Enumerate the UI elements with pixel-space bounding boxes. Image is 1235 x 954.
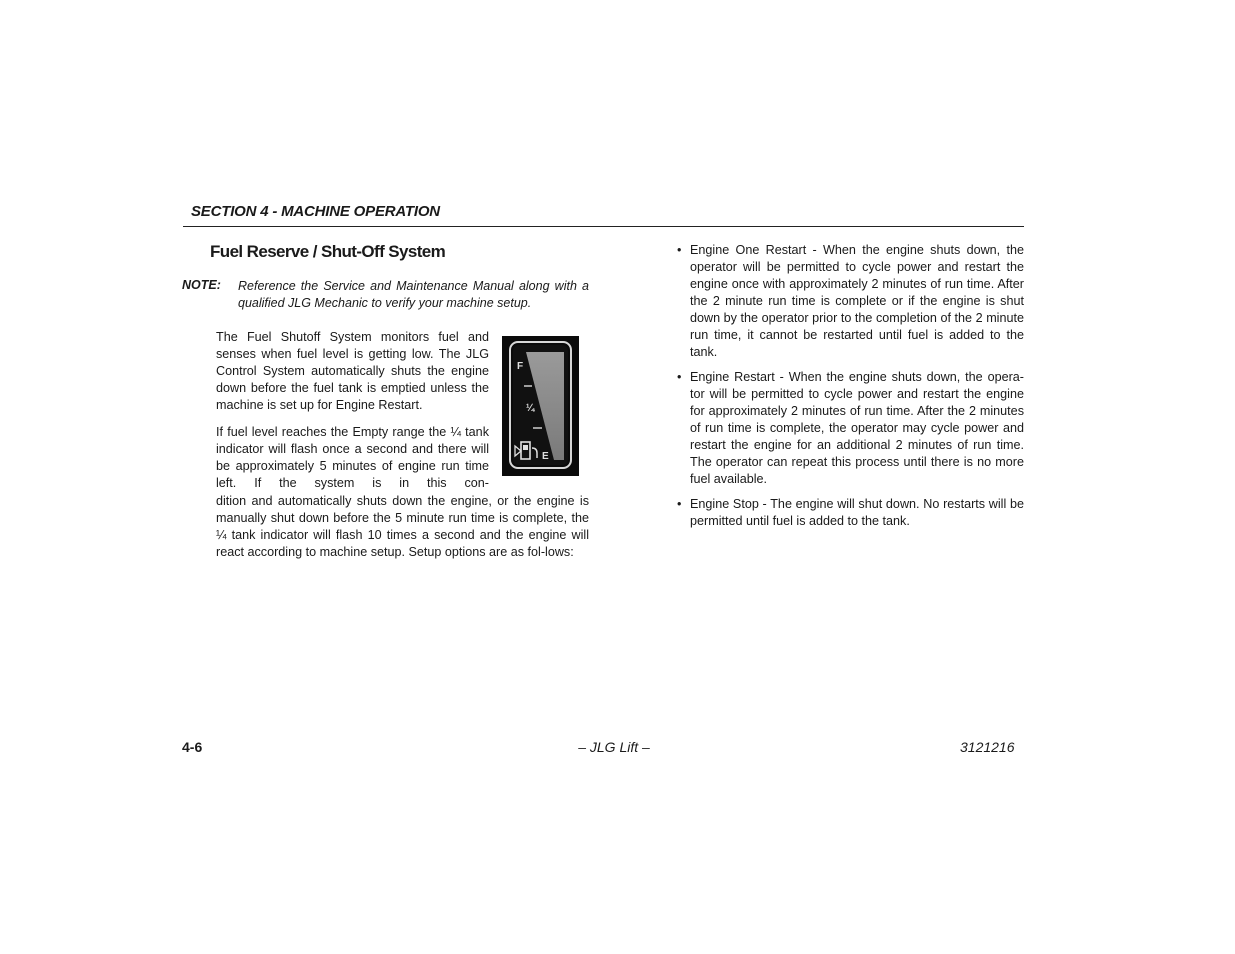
- note-label: NOTE:: [182, 278, 221, 292]
- list-item-text: Engine One Restart - When the engine shuts down, the operator will be permitted to cycle power and restart the engine once with approximately 2 minutes of run time. After the 2 minute run time is complete or if the engine is shut down by the operator prior to the completion of the 2 minute run time, it cannot be restarted until fuel is added to the tank.: [690, 243, 1024, 359]
- list-item: [677, 496, 1024, 530]
- gauge-quarter-label: ¼: [526, 403, 535, 414]
- footer-center-title: – JLG Lift –: [578, 739, 650, 755]
- list-item: [677, 369, 1024, 488]
- fuel-gauge-image: [502, 336, 579, 476]
- fuel-gauge-icon: [502, 336, 579, 476]
- footer-document-number: 3121216: [960, 739, 1015, 755]
- list-item-text: Engine Stop - The engine will shut down. No restarts will be permitted until fuel is added to the tank.: [690, 497, 1024, 528]
- bullet-symbol: •: [677, 497, 682, 511]
- setup-options-list: [677, 242, 1024, 538]
- paragraph-fuel-shutoff-intro: The Fuel Shutoff System monitors fuel and senses when fuel level is getting low. The JLG Control System automatically shuts the engine down before the fuel tank is emptied unless the machine is set up for Engine Restart.: [216, 330, 489, 412]
- gauge-empty-label: E: [542, 451, 549, 462]
- bullet-symbol: •: [677, 243, 682, 257]
- page-title: Fuel Reserve / Shut-Off System: [210, 242, 446, 261]
- note-text: Reference the Service and Maintenance Manual along with a qualified JLG Mechanic to verify your machine setup.: [238, 279, 589, 310]
- footer-page-number: 4-6: [182, 739, 203, 755]
- paragraph-empty-range: If fuel level reaches the Empty range the ¼ tank indicator will flash once a second and there will be approximately 5 minutes of engine run time left. If the system is in this con-: [216, 425, 489, 490]
- section-header: SECTION 4 - MACHINE OPERATION: [191, 203, 440, 220]
- gauge-full-label: F: [517, 361, 524, 372]
- bullet-symbol: •: [677, 370, 682, 384]
- paragraph-empty-range-continued: dition and automatically shuts down the engine, or the engine is manually shut down before the 5 minute run time is complete, the ¼ tank indicator will flash 10 times a second and the engine will react according to machine setup. Setup options are as fol-lows:: [216, 494, 589, 559]
- list-item-text: Engine Restart - When the engine shuts down, the opera-tor will be permitted to cycle power and restart the engine for approximately 2 minutes of run time. After the 2 minutes of run time is complete, the operator may cycle power and restart the engine for an additional 2 minutes of run time. The operator can repeat this process until there is no more fuel available.: [690, 370, 1024, 486]
- list-item: [677, 242, 1024, 361]
- header-divider: [183, 226, 1024, 227]
